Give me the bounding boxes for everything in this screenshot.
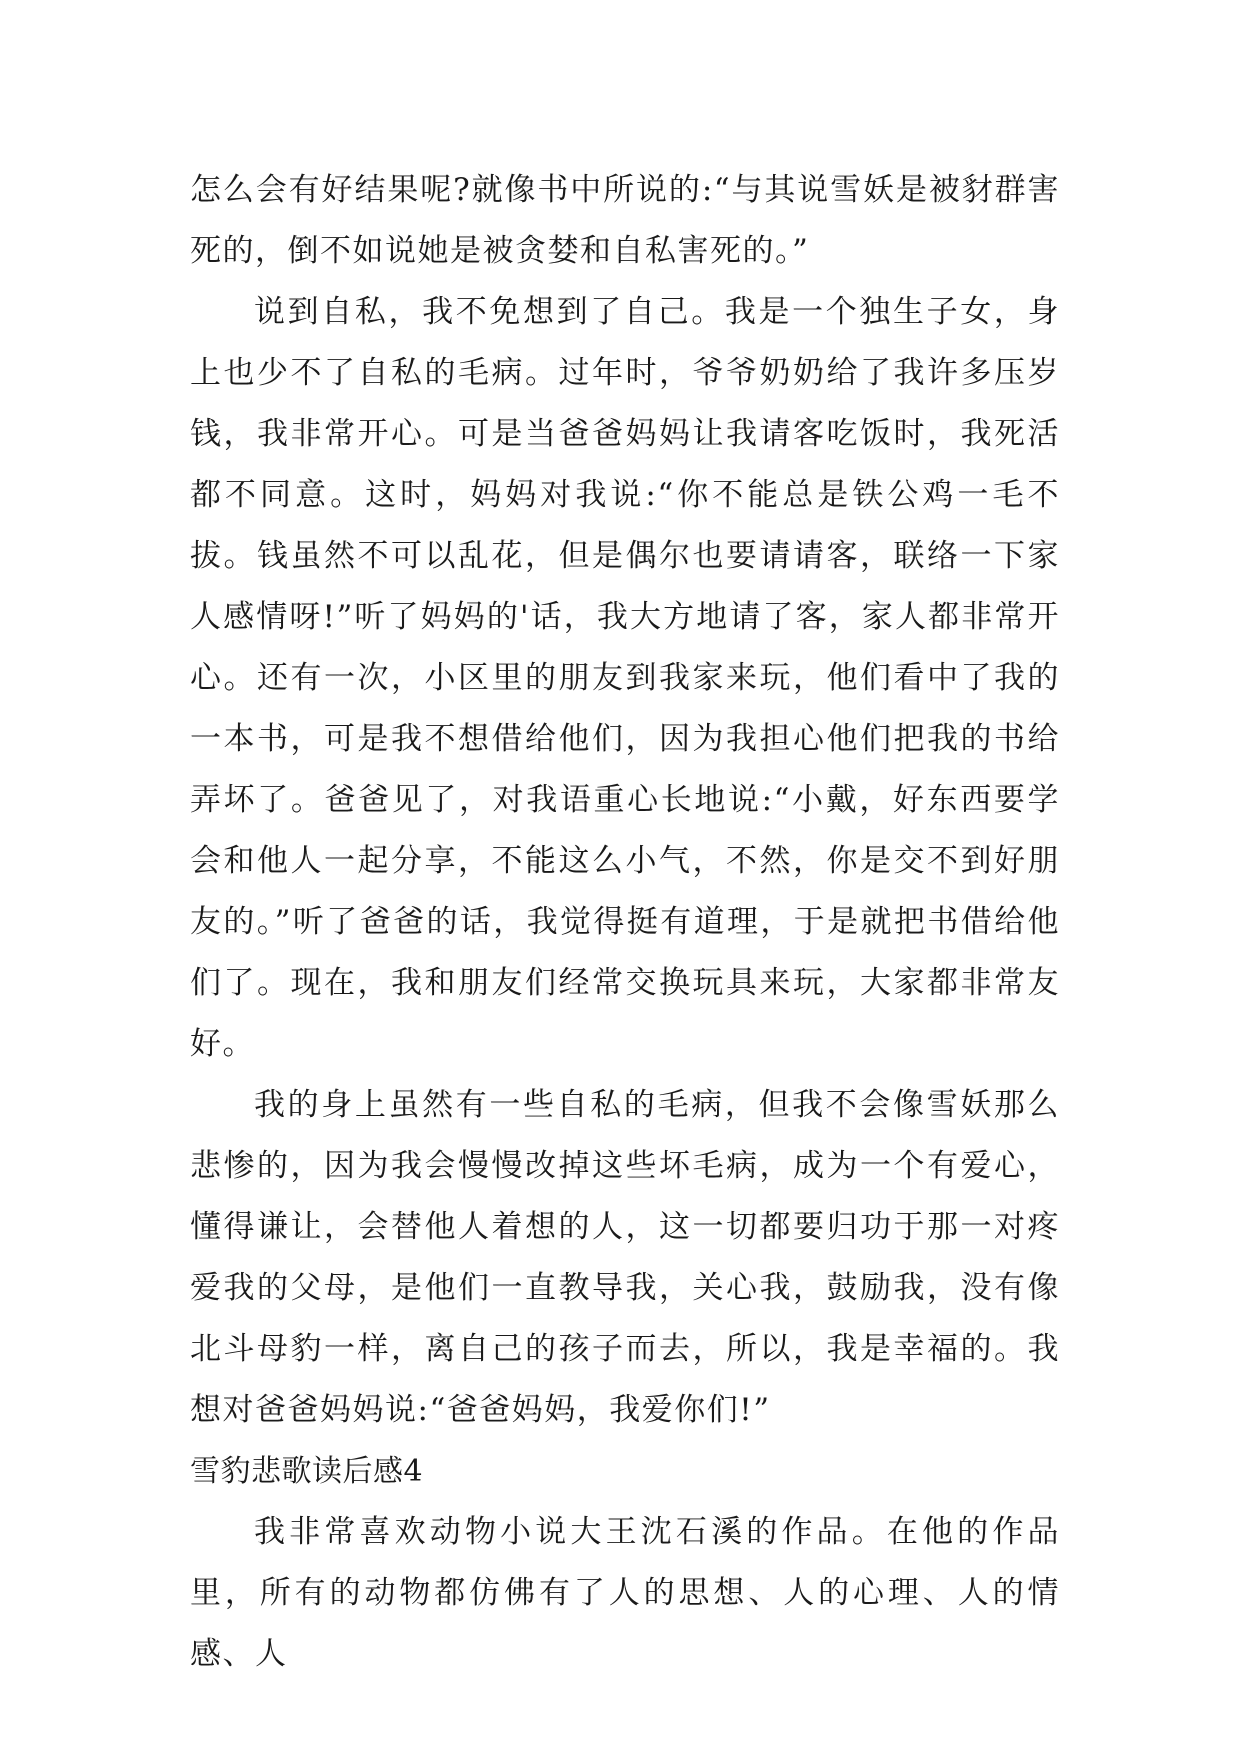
- paragraph-1: 怎么会有好结果呢?就像书中所说的:“与其说雪妖是被豺群害死的，倒不如说她是被贪婪和自私害死的。”: [190, 172, 1060, 269]
- paragraph-4: 我非常喜欢动物小说大王沈石溪的作品。在他的作品里，所有的动物都仿佛有了人的思想、人的心理、人的情感、人: [190, 1514, 1060, 1672]
- paragraph-2: 说到自私，我不免想到了自己。我是一个独生子女，身上也少不了自私的毛病。过年时，爷爷奶奶给了我许多压岁钱，我非常开心。可是当爸爸妈妈让我请客吃饭时，我死活都不同意。这时，妈妈对我说:“你不能总是铁公鸡一毛不拔。钱虽然不可以乱花，但是偶尔也要请请客，联络一下家人感情呀!”听了妈妈的'话，我大方地请了客，家人都非常开心。还有一次，小区里的朋友到我家来玩，他们看中了我的一本书，可是我不想借给他们，因为我担心他们把我的书给弄坏了。爸爸见了，对我语重心长地说:“小戴，好东西要学会和他人一起分享，不能这么小气，不然，你是交不到好朋友的。”听了爸爸的话，我觉得挺有道理，于是就把书借给他们了。现在，我和朋友们经常交换玩具来玩，大家都非常友好。: [190, 294, 1060, 1062]
- document-body: [190, 160, 1060, 1685]
- section-heading: 雪豹悲歌读后感4: [190, 1454, 424, 1489]
- paragraph-3: 我的身上虽然有一些自私的毛病，但我不会像雪妖那么悲惨的，因为我会慢慢改掉这些坏毛病，成为一个有爱心，懂得谦让，会替他人着想的人，这一切都要归功于那一对疼爱我的父母，是他们一直教导我，关心我，鼓励我，没有像北斗母豹一样，离自己的孩子而去，所以，我是幸福的。我想对爸爸妈妈说:“爸爸妈妈，我爱你们!”: [190, 1087, 1060, 1428]
